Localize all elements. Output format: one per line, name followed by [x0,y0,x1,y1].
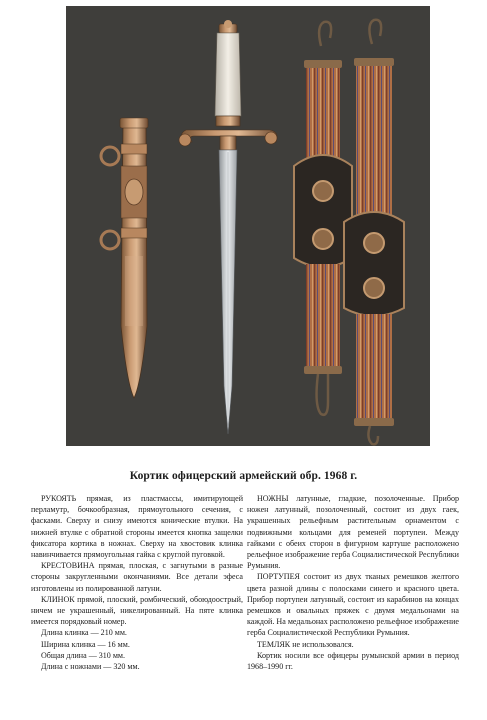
knot-paragraph: ТЕМЛЯК не использовался. [257,639,354,649]
left-column [31,493,243,672]
knot-heading: ТЕМЛЯК [257,639,291,649]
crossguard-paragraph: КРЕСТОВИНА прямая, плоская, с загнутыми в разные стороны закругленными окончаниями. Все детали эфеса изготовлены из полированной латуни. [31,561,243,593]
spec-blade-width: Ширина клинка — 16 мм. [41,639,130,649]
grip-heading: РУКОЯТЬ [41,494,77,503]
scabbard-image [101,118,148,398]
scabbard-paragraph: НОЖНЫ латунные, гладкие, позолоченные. Прибор ножен латунный, позолоченный, состоит из двух гаек, украшенных рельефным растительным орнаментом с подвижными кольцами для ременей портупеи. Между гайками с обеих сторон в фигурном картуше расположено рельефное изображение герба Социалистической Республики Румыния. [247,494,459,571]
crossguard-heading: КРЕСТОВИНА [41,561,95,571]
belt-paragraph: ПОРТУПЕЯ состоит из двух тканых ремешков желтого цвета разной длины с полосками синего и красного цвета. Прибор портупеи латунный, состоит из карабинов на концах ремешков и овальных пряжек с двумя медальонами на каждой. На медальонах расположено рельефное изображение герба Социалистической Республики Румыния. [247,572,459,638]
photo-caption: Кортик офицерский армейский обр. 1968 г. [129,470,358,482]
blade-heading: КЛИНОК [41,594,75,604]
dirk-image [179,20,277,434]
hanger-left-image [294,22,352,415]
hanger-right-image [344,20,404,445]
spec-length-with-scabbard: Длина с ножнами — 320 мм. [41,662,140,672]
weapon-photo [66,6,430,446]
right-column [247,493,459,672]
belt-heading: ПОРТУПЕЯ [257,572,300,582]
spec-blade-length: Длина клинка — 210 мм. [41,628,127,638]
blade-paragraph: КЛИНОК прямой, плоский, ромбический, обоюдоострый, ничем не украшенный, никелированный. На пяте клинка имеется порядковый номер. [31,594,243,627]
usage-paragraph: Кортик носили все офицеры румынской армии в период 1968–1990 гг. [247,650,459,672]
grip-paragraph: РУКОЯТЬ прямая, из пластмассы, имитирующей перламутр, бочкообразная, прямоугольного сечения, с фасками. Сверху и снизу имеются конические втулки. На нижней втулке с обратной стороны имеется кнопка защелки фиксатора кортика в ножнах. Сверху на хвостовик клинка навинчивается прямоугольная гайка с круглой пуговкой. [31,494,243,560]
spec-total-length: Общая длина — 310 мм. [41,650,126,660]
scabbard-heading: НОЖНЫ [257,494,289,503]
